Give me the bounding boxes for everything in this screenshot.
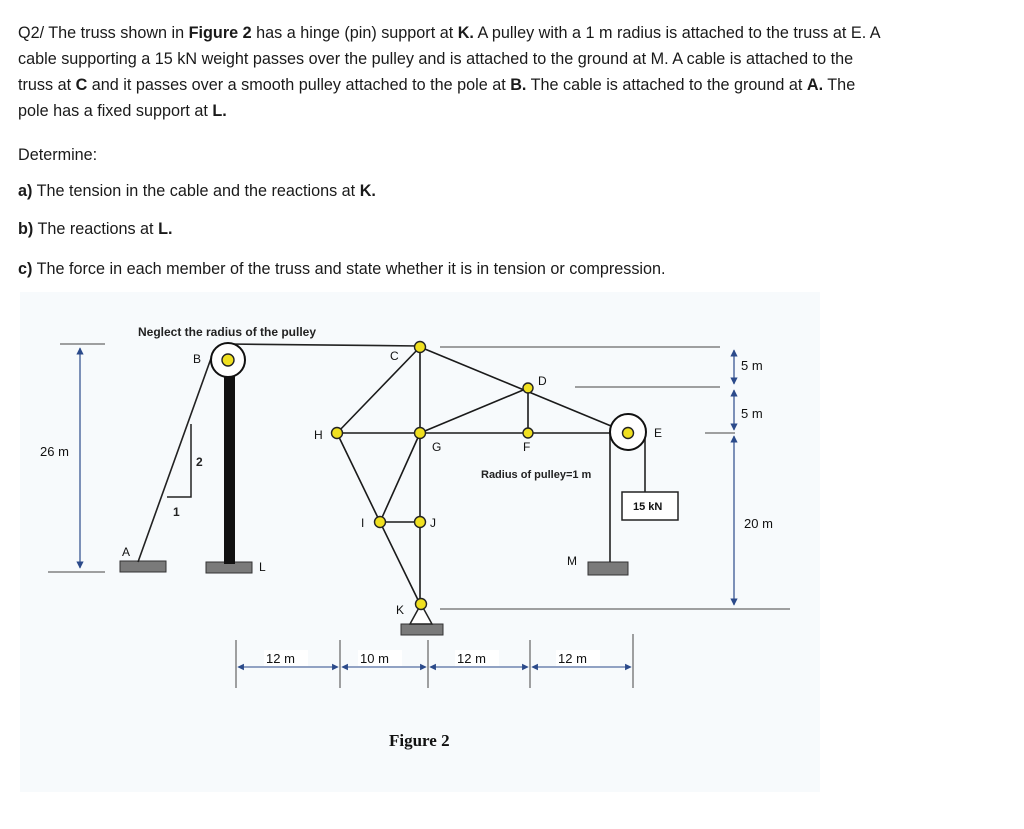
problem-statement xyxy=(18,20,1008,278)
dim-bottom-label: 12 m xyxy=(457,651,486,666)
node-label-e: E xyxy=(654,426,663,440)
node-label-d: D xyxy=(538,374,547,388)
weight-label: 15 kN xyxy=(633,501,663,513)
node-label-f: F xyxy=(523,440,531,454)
truss-diagram xyxy=(0,290,1024,824)
problem-paragraph xyxy=(18,20,1008,124)
dim-right-top-label: 5 m xyxy=(741,358,763,373)
pulley-radius-note: Radius of pulley=1 m xyxy=(481,469,592,481)
question-c: c) The force in each member of the truss and state whether it is in tension or compression. xyxy=(18,260,666,278)
node-label-a: A xyxy=(122,545,131,559)
question-a: a) The tension in the cable and the reactions at K. xyxy=(18,182,376,200)
problem-line: pole has a fixed support at L. xyxy=(18,102,227,120)
dim-bottom-label: 10 m xyxy=(360,651,389,666)
slope-run-label: 1 xyxy=(173,505,180,519)
node-label-k: K xyxy=(396,603,405,617)
dim-right-bottom-label: 20 m xyxy=(744,516,773,531)
dim-right-mid-label: 5 m xyxy=(741,406,763,421)
figure-2 xyxy=(0,290,1024,824)
question-b: b) The reactions at L. xyxy=(18,220,173,238)
node-label-m: M xyxy=(567,554,577,568)
dim-left-label: 26 m xyxy=(40,444,69,459)
node-label-h: H xyxy=(314,428,323,442)
problem-line: cable supporting a 15 kN weight passes over the pulley and is attached to the ground at M. A cable is attached to the xyxy=(18,50,854,68)
node-label-c: C xyxy=(390,349,399,363)
dim-bottom-label: 12 m xyxy=(558,651,587,666)
determine-heading: Determine: xyxy=(18,146,98,164)
neglect-note: Neglect the radius of the pulley xyxy=(138,325,317,339)
node-label-g: G xyxy=(432,440,442,454)
problem-line: truss at C and it passes over a smooth pulley attached to the pole at B. The cable is attached to the ground at A. The xyxy=(18,76,856,94)
node-label-i: I xyxy=(361,516,365,530)
node-label-l: L xyxy=(259,560,266,574)
dim-bottom-label: 12 m xyxy=(266,651,295,666)
problem-line: Q2/ The truss shown in Figure 2 has a hinge (pin) support at K. A pulley with a 1 m radius is attached to the truss at E. A xyxy=(18,24,881,42)
slope-rise-label: 2 xyxy=(196,455,203,469)
figure-caption: Figure 2 xyxy=(389,731,450,750)
node-label-j: J xyxy=(430,516,436,530)
node-label-b: B xyxy=(193,352,202,366)
pole xyxy=(224,362,235,564)
